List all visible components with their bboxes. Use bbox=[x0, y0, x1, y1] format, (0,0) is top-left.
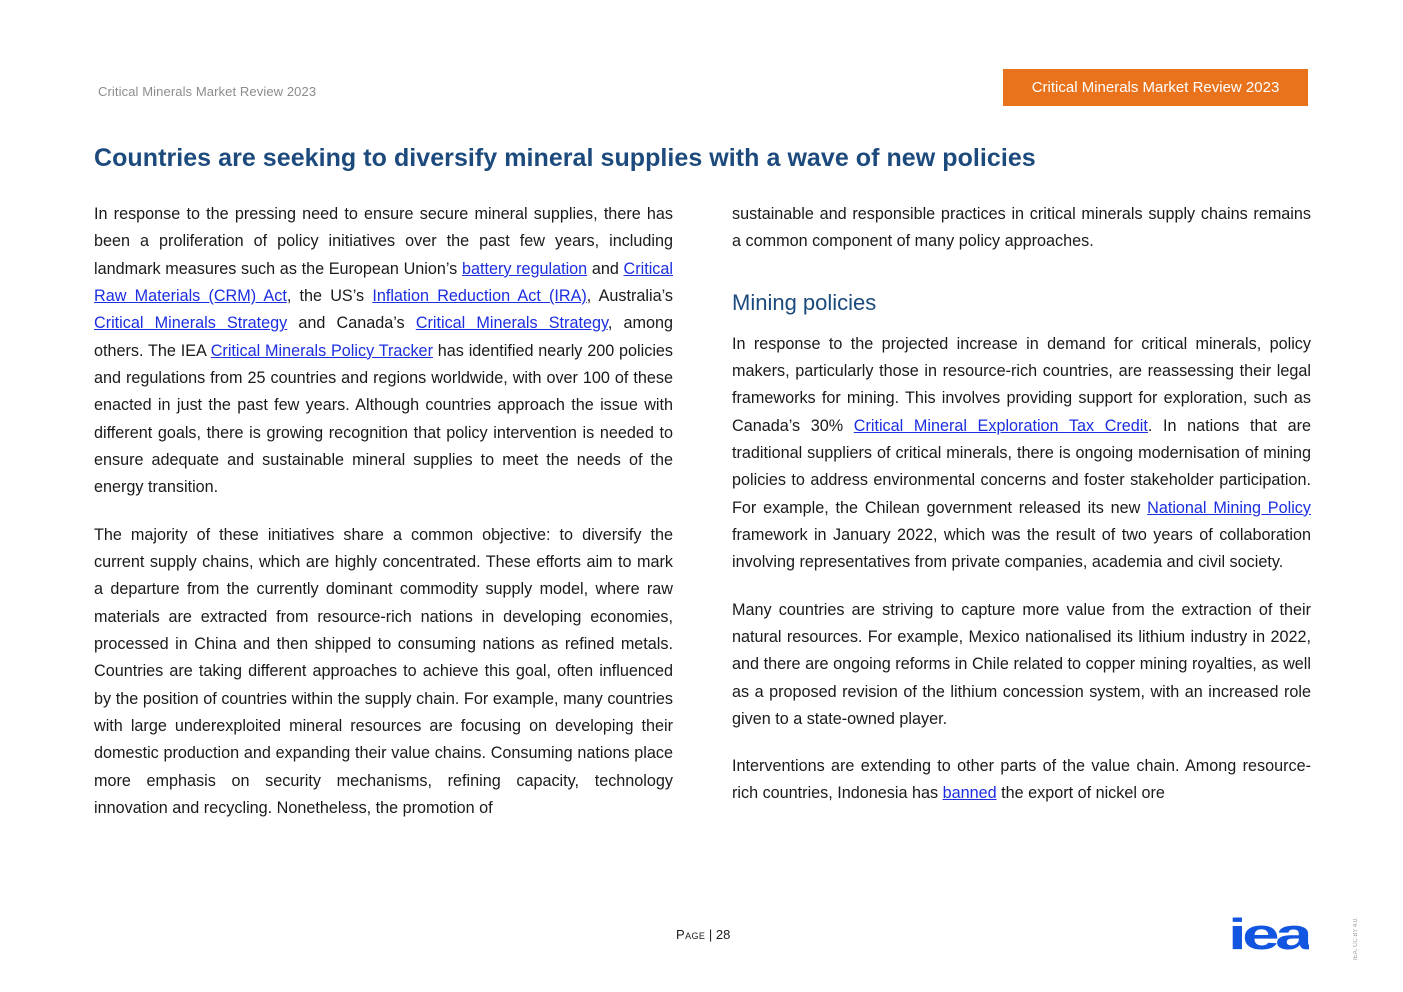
left-column bbox=[94, 201, 673, 842]
text-run: and bbox=[587, 259, 624, 278]
text-run: . In nations that are traditional suppliers of critical minerals, there is ongoing modernisation of mining policies to address environmental concerns and foster stakeholder participation. For example, the Chilean government released its new bbox=[732, 416, 1311, 517]
page-title: Countries are seeking to diversify mineral supplies with a wave of new policies bbox=[94, 144, 1036, 172]
text-run: has identified nearly 200 policies and regulations from 25 countries and regions worldwide, with over 100 of these enacted in just the past few years. Although countries approach the issue with different goals, there is growing recognition that policy intervention is needed to ensure adequate and sustainable mineral supplies to meet the needs of the energy transition. bbox=[94, 341, 674, 497]
battery-regulation-link[interactable]: battery regulation bbox=[461, 259, 588, 278]
text-run: , among others. The IEA bbox=[94, 314, 673, 360]
text-run: and Canada’s bbox=[287, 314, 416, 333]
ira-link[interactable]: Inflation Reduction Act (IRA) bbox=[372, 287, 587, 306]
text-run: Interventions are extending to other parts of the value chain. Among resource-rich countries, Indonesia has bbox=[732, 757, 1311, 803]
paragraph: sustainable and responsible practices in critical minerals supply chains remains a common component of many policy approaches. bbox=[732, 205, 1311, 251]
national-mining-policy-link[interactable]: National Mining Policy bbox=[1147, 498, 1311, 517]
text-run: In response to the projected increase in demand for critical minerals, policy makers, particularly those in resource-rich countries, are reassessing their legal frameworks for mining. This involves providing support for exploration, such as Canada’s 30% bbox=[732, 334, 1311, 435]
text-run: In response to the pressing need to ensure secure mineral supplies, there has been a proliferation of policy initiatives over the past few years, including landmark measures such as the European Union’s bbox=[94, 205, 673, 278]
text-run: the export of nickel ore bbox=[996, 784, 1165, 803]
crm-act-link[interactable]: Critical Raw Materials (CRM) Act bbox=[94, 259, 673, 306]
page-label: Page bbox=[676, 927, 706, 942]
banned-link[interactable]: banned bbox=[942, 784, 997, 803]
australia-strategy-link[interactable]: Critical Minerals Strategy bbox=[94, 314, 288, 333]
paragraph bbox=[732, 331, 1311, 577]
exploration-tax-credit-link[interactable]: Critical Mineral Exploration Tax Credit bbox=[853, 416, 1148, 435]
iea-logo-text: iea bbox=[1229, 916, 1309, 952]
text-run: framework in January 2022, which was the result of two years of collaboration involving representatives from private companies, academia and civil society. bbox=[732, 526, 1311, 572]
paragraph bbox=[94, 201, 673, 502]
section-heading: Mining policies bbox=[732, 289, 877, 315]
text-run: , Australia’s bbox=[586, 287, 673, 306]
page-separator: | bbox=[705, 927, 716, 942]
running-header-title: Critical Minerals Market Review 2023 bbox=[98, 84, 317, 99]
paragraph: The majority of these initiatives share a common objective: to diversify the current supply chains, which are highly concentrated. These efforts aim to mark a departure from the currently dominant commodity supply model, where raw materials are extracted from resource-rich nations in developing economies, processed in China and then shipped to consuming nations as refined metals. Countries are taking different approaches to achieve this goal, often influenced by the position of countries within the supply chain. For example, many countries with large underexploited mineral resources are focusing on developing their domestic production and expanding their value chains. Consuming nations place more emphasis on security mechanisms, refining capacity, technology innovation and recycling. Nonetheless, the promotion of bbox=[94, 525, 673, 818]
paragraph: Many countries are striving to capture more value from the extraction of their natural resources. For example, Mexico nationalised its lithium industry in 2022, and there are ongoing reforms in Chile related to copper mining royalties, as well as a proposed revision of the lithium concession system, with an increased role given to a state-owned player. bbox=[732, 600, 1311, 728]
paragraph bbox=[732, 753, 1311, 808]
license-note: IEA. CC BY 4.0. bbox=[1353, 917, 1359, 960]
text-run: , the US’s bbox=[286, 287, 373, 306]
right-column bbox=[732, 201, 1311, 828]
page-number-value: 28 bbox=[715, 927, 731, 942]
iea-logo bbox=[1229, 916, 1309, 952]
page-number bbox=[676, 927, 730, 942]
report-title-badge: Critical Minerals Market Review 2023 bbox=[1003, 69, 1308, 106]
canada-strategy-link[interactable]: Critical Minerals Strategy bbox=[415, 314, 608, 333]
policy-tracker-link[interactable]: Critical Minerals Policy Tracker bbox=[210, 341, 433, 360]
